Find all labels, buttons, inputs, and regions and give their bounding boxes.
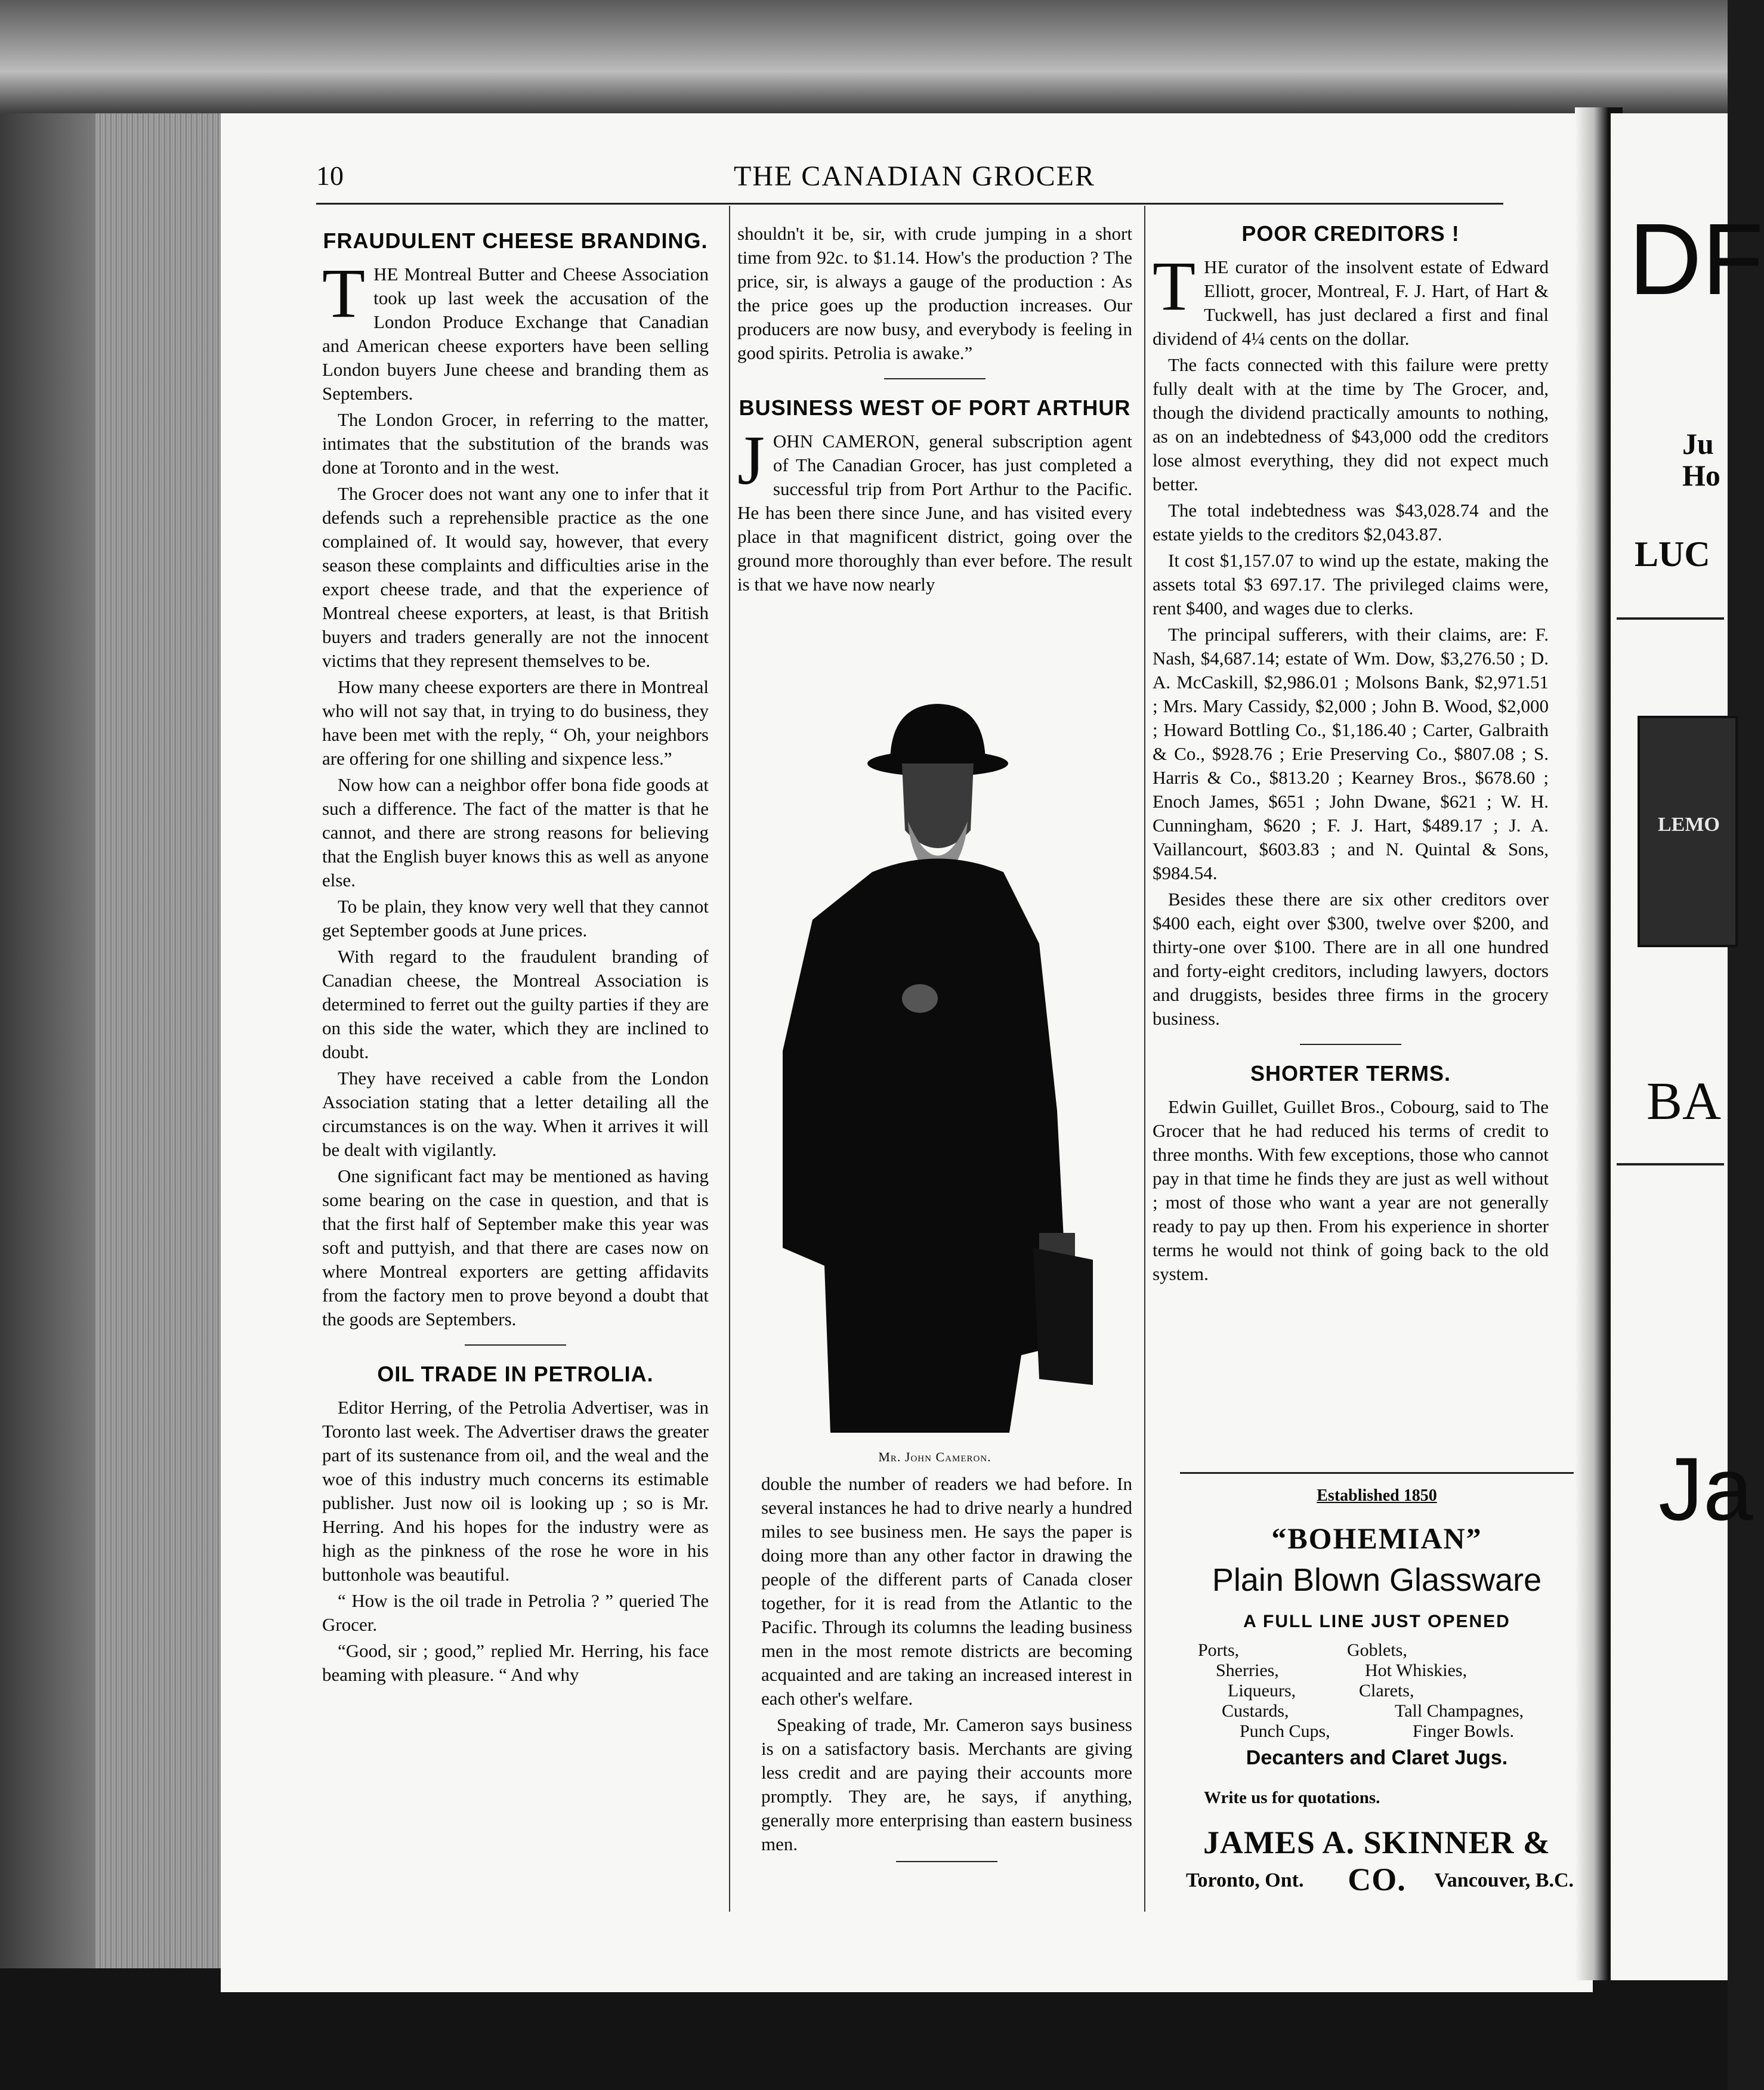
headline-fraudulent-cheese: FRAUDULENT CHEESE BRANDING.	[323, 228, 708, 253]
column-2-bottom	[761, 1472, 1132, 1879]
column-rule-1	[729, 206, 730, 1912]
facing-page-text: Ju	[1682, 427, 1714, 460]
column-3	[1153, 222, 1549, 1288]
article-paragraph: Speaking of trade, Mr. Cameron says business is on a satisfactory basis. Merchants are giving less credit and are paying their accounts more promptly. They are, he says, if anything, generally more enterprising than eastern business men.	[761, 1714, 1132, 1854]
facing-page-product-box	[1638, 716, 1738, 947]
article-paragraph: “ How is the oil trade in Petrolia ? ” queried The Grocer.	[322, 1590, 709, 1635]
facing-page-text: Ho	[1682, 459, 1720, 492]
section-rule	[896, 1861, 997, 1862]
photo-caption: Mr. John Cameron.	[878, 1449, 991, 1464]
article-paragraph: Now how can a neighbor offer bona fide goods at such a difference. The fact of the matter is that he cannot, and there are strong reasons for believing that the English buyer knows this as well as anyone else.	[322, 774, 709, 891]
ad-established: Established 1850	[1317, 1486, 1437, 1505]
page-number: 10	[316, 160, 344, 191]
article-paragraph: They have received a cable from the London Association stating that a letter detailing all the circumstances is on the way. When it arrives it will be dealt with vigilantly.	[322, 1068, 709, 1160]
running-head	[316, 160, 1503, 202]
article-paragraph: Besides these there are six other creditors over $400 each, eight over $300, twelve over $200, and thirty-one over $100. There are in all one hundred and forty-eight creditors, including lawyers, doctors and druggists, besides three firms in the grocery business.	[1153, 889, 1549, 1029]
ad-goods-list	[1192, 1640, 1574, 1742]
article-paragraph: Editor Herring, of the Petrolia Advertiser, was in Toronto last week. The Advertiser draws the greater part of its sustenance from oil, and the weal and the woe of this industry much concerns its estimable publisher. Just now oil is looking up ; so is Mr. Herring. And his hopes for the industry were as high as the pinkness of the rose he wore in his buttonhole was beautiful.	[322, 1397, 709, 1585]
ad-good-item: Tall Champagnes,	[1395, 1701, 1524, 1721]
facing-page-text: BA	[1646, 1072, 1722, 1131]
drop-cap: J	[737, 421, 765, 499]
book-spine-shadow	[0, 113, 95, 1980]
drop-cap: T	[322, 254, 366, 332]
headline-oil-trade: OIL TRADE IN PETROLIA.	[377, 1362, 654, 1386]
facing-page-text: LEMO	[1658, 814, 1720, 836]
ad-quotations: Write us for quotations.	[1204, 1788, 1380, 1807]
facing-page-text: Ja	[1658, 1439, 1753, 1539]
ad-good-item: Punch Cups,	[1240, 1721, 1330, 1741]
headline-shorter-terms: SHORTER TERMS.	[1250, 1061, 1451, 1086]
article-paragraph: To be plain, they know very well that they cannot get September goods at June prices.	[322, 896, 709, 941]
column-2-top	[737, 222, 1132, 599]
ad-product: Plain Blown Glassware	[1212, 1562, 1542, 1598]
facing-page-rule	[1617, 617, 1724, 620]
article-paragraph: The facts connected with this failure were pretty fully dealt with at the time by The Grocer, and, though the dividend practically amounts to nothing, as on an indebtedness of $43,000 odd the creditors lose almost everything, they did not expect much better.	[1153, 354, 1549, 494]
ad-good-item: Clarets,	[1359, 1681, 1414, 1701]
ad-decanters: Decanters and Claret Jugs.	[1246, 1746, 1508, 1769]
ad-city-vancouver: Vancouver, B.C.	[1434, 1869, 1574, 1891]
article-paragraph: double the number of readers we had before. In several instances he had to drive nearly a hundred miles to see business men. He says the paper is doing more than any other factor in drawing the people of the different parts of Canada closer together, for it is read from the Atlantic to the Pacific. Through its columns the leading business men in the most remote districts are becoming acquainted and are taking an increased interest in each other's welfare.	[761, 1473, 1132, 1709]
ad-good-item: Hot Whiskies,	[1365, 1661, 1468, 1680]
scanner-top-shadow	[0, 0, 1728, 119]
facing-page-text: LUC	[1635, 534, 1710, 574]
section-rule	[884, 378, 986, 379]
section-rule	[465, 1344, 566, 1346]
article-paragraph: “Good, sir ; good,” replied Mr. Herring, his face beaming with pleasure. “ And why	[322, 1640, 709, 1685]
ad-city-toronto: Toronto, Ont.	[1186, 1869, 1304, 1891]
article-paragraph: With regard to the fraudulent branding of Canadian cheese, the Montreal Association is determined to ferret out the guilty parties if they are on this side the water, which they are inclined to doubt.	[322, 946, 709, 1062]
ad-good-item: Sherries,	[1216, 1661, 1279, 1680]
article-paragraph: It cost $1,157.07 to wind up the estate, making the assets total $3 697.17. The privileged claims were, rent $400, and wages due to clerks.	[1153, 550, 1549, 619]
ad-good-item: Goblets,	[1347, 1640, 1407, 1660]
ad-full-line: A FULL LINE JUST OPENED	[1243, 1612, 1510, 1631]
article-paragraph: THE Montreal Butter and Cheese Association took up last week the accusation of the London Produce Exchange that Canadian and American cheese exporters have been selling London buyers June cheese and branding them as Septembers.	[322, 254, 709, 404]
bohemian-glassware-advertisement	[1180, 1473, 1574, 1903]
ad-good-item: Ports,	[1198, 1640, 1240, 1660]
drop-cap: T	[1153, 247, 1196, 325]
article-paragraph: THE curator of the insolvent estate of Edward Elliott, grocer, Montreal, F. J. Hart, of Hart & Tuckwell, has just declared a first and final dividend of 4¼ cents on the dollar.	[1153, 247, 1549, 349]
section-rule	[1300, 1044, 1401, 1045]
article-paragraph: The total indebtedness was $43,028.74 and the estate yields to the creditors $2,043.87.	[1153, 500, 1549, 545]
paper-title: THE CANADIAN GROCER	[734, 160, 1095, 192]
article-paragraph: Edwin Guillet, Guillet Bros., Cobourg, said to The Grocer that he had reduced his terms of credit to three months. With few exceptions, those who cannot pay in that time he finds they are just as well without ; most of those who want a year are not generally ready to pay up then. From his experience in shorter terms he would not think of going back to the old system.	[1153, 1096, 1549, 1284]
article-paragraph: The London Grocer, in referring to the matter, intimates that the substitution of the brands was done at Toronto and in the west.	[322, 409, 709, 478]
facing-page-rule	[1617, 1163, 1724, 1165]
column-rule-2	[1144, 206, 1145, 1912]
article-paragraph: How many cheese exporters are there in Montreal who will not say that, in trying to do business, they have been met with the reply, “ Oh, your neighbors are offering for one shilling and sixpence less.”	[322, 676, 709, 769]
ad-good-item: Finger Bowls.	[1413, 1721, 1515, 1741]
portrait-photo	[759, 693, 1111, 1439]
article-paragraph: The Grocer does not want any one to infer that it defends such a reprehensible practice as the one complained of. It would say, however, that every season these complaints and difficulties arise in the export cheese trade, and that the experience of Montreal cheese exporters, at least, is that British buyers and traders generally are not the innocent victims that they represent themselves to be.	[322, 483, 709, 671]
headline-poor-creditors: POOR CREDITORS !	[1241, 221, 1460, 246]
article-paragraph: JOHN CAMERON, general subscription agent of The Canadian Grocer, has just completed a successful trip from Port Arthur to the Pacific. He has been there since June, and has visited every place in that magnificent district, going over the ground more thoroughly than ever before. The result is that we have now nearly	[737, 421, 1132, 595]
ad-good-item: Custards,	[1222, 1701, 1289, 1721]
ad-brand: “BOHEMIAN”	[1271, 1522, 1482, 1555]
article-paragraph: One significant fact may be mentioned as having some bearing on the case in question, and that is that the first half of September make this year was soft and puttyish, and that there are cases now on where Montreal exporters are getting affidavits from the factory men to prove beyond a doubt that the goods are Septembers.	[322, 1165, 709, 1330]
article-paragraph: The principal sufferers, with their claims, are: F. Nash, $4,687.14; estate of Wm. Dow, $3,276.50 ; D. A. McCaskill, $2,986.01 ; Molsons Bank, $2,971.51 ; Mrs. Mary Cassidy, $2,000 ; John B. Wood, $2,000 ; Howard Bottling Co., $1,186.40 ; Carter, Galbraith & Co., $928.76 ; Erie Preserving Co., $807.08 ; S. Harris & Co., $813.20 ; Kearney Bros., $678.60 ; Enoch James, $651 ; John Dwane, $621 ; W. H. Cunningham, $620 ; F. J. Hart, $489.17 ; J. A. Vaillancourt, $603.83 ; and N. Quintal & Sons, $984.54.	[1153, 624, 1549, 883]
facing-page-fragment	[1611, 113, 1764, 1980]
ad-company: JAMES A. SKINNER & CO.	[1203, 1825, 1551, 1897]
facing-page-text: DF	[1629, 203, 1764, 316]
man-in-bowler-hat-illustration	[759, 693, 1111, 1439]
article-paragraph: shouldn't it be, sir, with crude jumping in a short time from 92c. to $1.14. How's the production ? The price, sir, is always a gauge of the production : As the price goes up the production increases. Our producers are now busy, and everybody is feeling in good spirits. Petrolia is awake.”	[737, 223, 1132, 363]
header-rule	[316, 203, 1503, 205]
column-1	[322, 229, 709, 1689]
ad-good-item: Liqueurs,	[1228, 1681, 1296, 1701]
headline-business-west: BUSINESS WEST OF PORT ARTHUR	[739, 395, 1131, 420]
